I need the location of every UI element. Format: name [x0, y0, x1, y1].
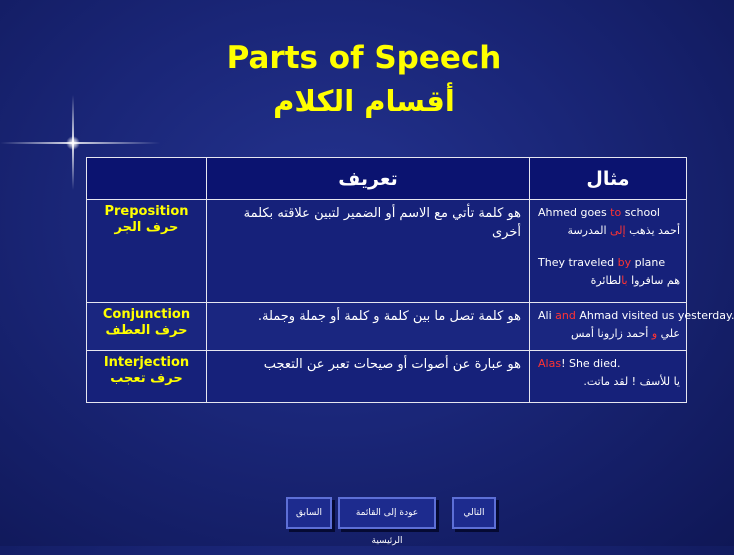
highlight-word: and	[555, 309, 576, 322]
light-flare-horizontal	[0, 142, 160, 144]
example-english-1: Ahmed goes to school	[538, 206, 660, 219]
example-arabic-1: يا للأسف ! لقد ماتت.	[583, 375, 680, 388]
header-definition: تعريف	[207, 158, 530, 199]
main-menu-button[interactable]: عودة إلى القائمة الرئيسية	[338, 497, 436, 529]
term-english: Interjection	[103, 355, 190, 370]
example-cell	[530, 200, 686, 302]
example-arabic-1: علي و أحمد زارونا أمس	[570, 327, 680, 340]
table-row-interjection	[87, 351, 686, 402]
light-flare-center	[66, 136, 80, 150]
term-cell	[87, 200, 207, 302]
definition-cell: هو كلمة تأتي مع الاسم أو الضمير لتبين علاقته بكلمة أخرى	[207, 200, 530, 302]
example-arabic-1: أحمد يذهب إلى المدرسة	[567, 224, 680, 237]
example-cell	[530, 303, 734, 350]
title-arabic: أقسام الكلام	[273, 84, 455, 118]
example-arabic-2: هم سافروا بالطائرة	[590, 274, 680, 287]
title-english: Parts of Speech	[226, 40, 502, 76]
next-button[interactable]: التالي	[452, 497, 496, 529]
header-term	[87, 158, 207, 199]
example-english-1: Ali and Ahmad visited us yesterday.	[538, 309, 734, 322]
previous-button[interactable]: السابق	[286, 497, 332, 529]
term-english: Conjunction	[102, 307, 191, 322]
definition-cell: هو كلمة تصل ما بين كلمة و كلمة أو جملة وجملة.	[207, 303, 530, 350]
term-arabic: حرف العطف	[105, 323, 188, 338]
example-english-1: Alas! She died.	[538, 357, 621, 370]
header-example: مثال	[586, 168, 630, 190]
table-header-row	[87, 158, 686, 200]
table-row-preposition	[87, 200, 686, 303]
highlight-word: to	[610, 206, 622, 219]
highlight-word: إلى	[610, 224, 626, 237]
highlight-word: با	[621, 274, 628, 287]
highlight-word: by	[617, 256, 632, 269]
highlight-word: و	[651, 327, 658, 340]
highlight-word: Alas	[538, 357, 562, 370]
definition-cell: هو عبارة عن أصوات أو صيحات تعبر عن التعجب	[207, 351, 530, 402]
term-english: Preposition	[104, 204, 189, 219]
term-arabic: حرف الجر	[114, 220, 179, 235]
term-cell	[87, 351, 207, 402]
spacer	[538, 240, 680, 254]
parts-of-speech-table	[86, 157, 734, 403]
term-cell	[87, 303, 207, 350]
example-cell	[530, 351, 686, 402]
table-row-conjunction	[87, 303, 734, 351]
term-arabic: حرف تعجب	[110, 371, 183, 386]
example-english-2: They traveled by plane	[538, 256, 666, 269]
